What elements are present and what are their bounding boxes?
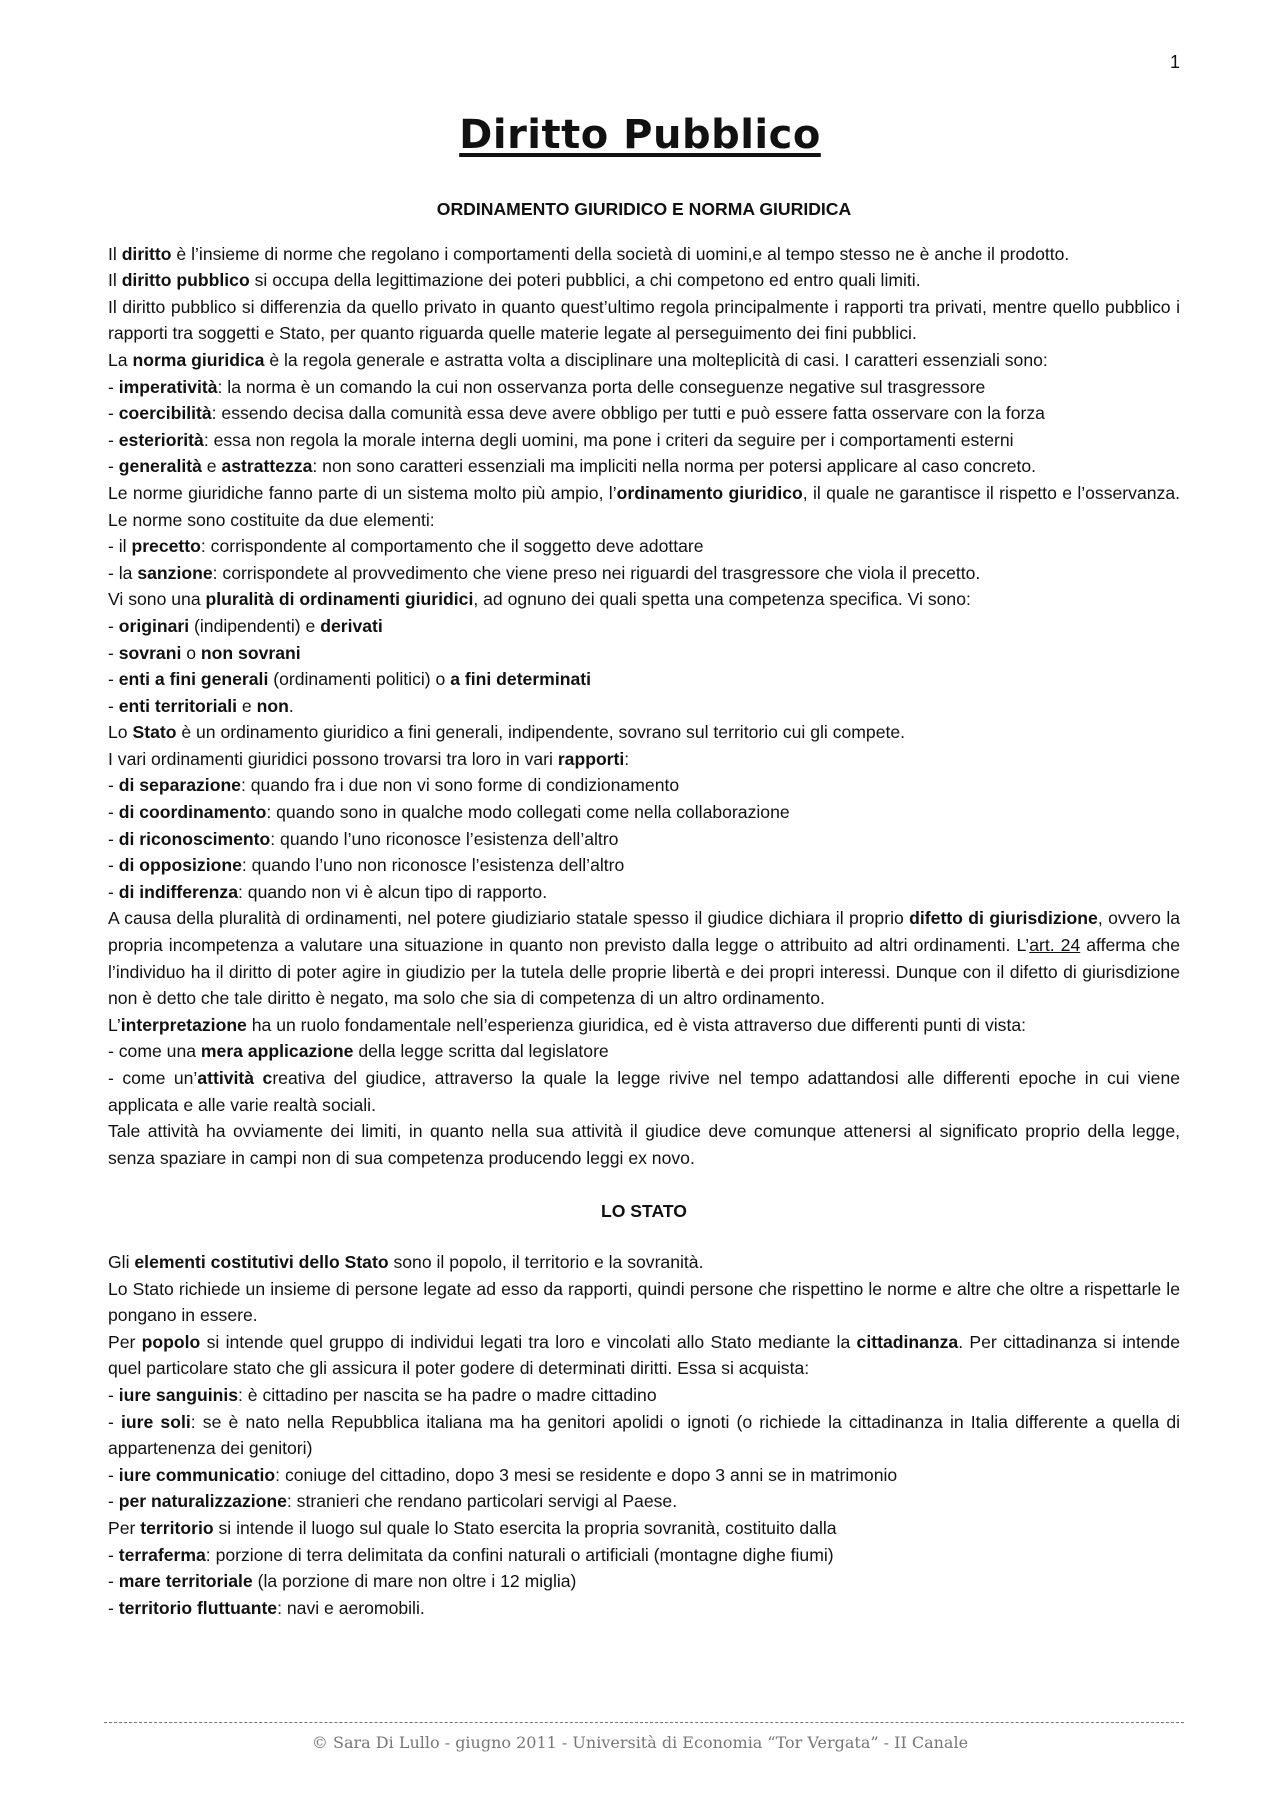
text-run: : essa non regola la morale interna degli uomini, ma pone i criteri da seguire per i comportamenti esterni (203, 429, 1014, 450)
text-run: - la (108, 562, 138, 583)
text-run: è l’insieme di norme che regolano i comportamenti della società di uomini,e al tempo stesso ne è anche il prodotto. (171, 243, 1070, 264)
bold-term: diritto pubblico (121, 270, 250, 291)
text-run: - (108, 376, 119, 397)
document-title: Diritto Pubblico (459, 112, 821, 158)
bold-term: enti a fini generali (118, 669, 269, 690)
paragraph (108, 1488, 1180, 1515)
text-run: della legge scritta dal legislatore (353, 1041, 609, 1062)
text-run: (la porzione di mare non oltre i 12 miglia) (252, 1571, 577, 1592)
text-run: : navi e aeromobili. (277, 1597, 425, 1618)
bold-term: mera applicazione (200, 1041, 354, 1062)
bold-term: cittadinanza (856, 1331, 959, 1352)
paragraph (108, 613, 1180, 640)
paragraph (108, 427, 1180, 454)
text-run: - (108, 403, 119, 424)
bold-term: di opposizione (118, 855, 242, 876)
text-run: : non sono caratteri essenziali ma impliciti nella norma per potersi applicare al caso concreto. (312, 456, 1037, 477)
paragraph (108, 1038, 1180, 1065)
section-heading-stato: LO STATO (600, 1201, 687, 1222)
text-run: e (237, 695, 257, 716)
bold-term: precetto (131, 536, 201, 557)
bold-term: diritto (121, 243, 172, 264)
text-run: Il (108, 243, 122, 264)
paragraph (108, 267, 1180, 294)
text-run: - (108, 695, 119, 716)
text-run: , ovvero la propria incompetenza a valutare una situazione in quanto non previsto dalla legge o attribuito ad altri ordinamenti. L’ (108, 908, 1181, 956)
text-run: : stranieri che rendano particolari servigi al Paese. (286, 1491, 678, 1512)
paragraph (108, 666, 1180, 693)
paragraph (108, 1595, 1180, 1622)
text-run: - (108, 802, 119, 823)
text-run: : (624, 748, 630, 769)
text-run: : quando non vi è alcun tipo di rapporto. (238, 881, 548, 902)
page-footer: © Sara Di Lullo - giugno 2011 - Università di Economia “Tor Vergata” - II Canale (311, 1733, 969, 1752)
paragraph (108, 746, 1180, 773)
bold-term: norma giuridica (132, 349, 265, 370)
paragraph (108, 905, 1180, 1011)
bold-term: a fini determinati (450, 669, 591, 690)
paragraph (108, 453, 1180, 480)
bold-term: non sovrani (200, 642, 301, 663)
bold-term: iure soli (121, 1411, 191, 1432)
text-run: - (108, 1571, 119, 1592)
text-run: è un ordinamento giuridico a fini generali, indipendente, sovrano sul territorio cui gli compete. (176, 722, 906, 743)
text-run: Vi sono una (108, 589, 206, 610)
bold-term: terraferma (118, 1544, 206, 1565)
document-body (108, 196, 1180, 1621)
text-run: : se è nato nella Repubblica italiana ma ha genitori apolidi o ignoti (o richiede la cittadinanza in Italia differente a quella di appartenenza dei genitori) (108, 1411, 1181, 1459)
text-run: reativa del giudice, attraverso la quale la legge rivive nel tempo adattandosi alle differenti epoche in cui viene applicata e alle varie realtà sociali. (108, 1068, 1181, 1115)
text-run: o (181, 642, 201, 663)
text-run: - (108, 615, 119, 636)
text-run: Gli (108, 1251, 135, 1272)
bold-term: interpretazione (120, 1014, 247, 1035)
bold-term: iure communicatio (118, 1464, 276, 1485)
text-run: - (108, 642, 119, 663)
text-run: si occupa della legittimazione dei poteri pubblici, a chi competono ed entro quali limiti. (249, 270, 921, 291)
bold-term: originari (118, 615, 190, 636)
bold-term: esteriorità (118, 429, 204, 450)
text-run: : coniuge del cittadino, dopo 3 mesi se residente e dopo 3 anni se in matrimonio (275, 1464, 898, 1485)
text-run: Per (108, 1331, 142, 1352)
text-run: - (108, 1597, 119, 1618)
text-run: ha un ruolo fondamentale nell’esperienza giuridica, ed è vista attraverso due differenti punti di vista: (246, 1014, 1027, 1035)
text-run: - (108, 1464, 119, 1485)
text-run: Per (108, 1517, 141, 1538)
bold-term: di indifferenza (118, 881, 239, 902)
bold-term: imperatività (118, 376, 218, 397)
paragraph (108, 1249, 1180, 1276)
footer-divider (104, 1722, 1184, 1723)
paragraph (108, 347, 1180, 374)
text-run: - (108, 1384, 119, 1405)
text-run: : quando sono in qualche modo collegati come nella collaborazione (266, 802, 790, 823)
paragraph (108, 1568, 1180, 1595)
text-run: Le norme giuridiche fanno parte di un sistema molto più ampio, l’ (108, 482, 617, 503)
bold-term: difetto di giurisdizione (909, 908, 1098, 929)
text-run: - (108, 881, 119, 902)
text-run: - (108, 855, 119, 876)
text-run: - (108, 429, 119, 450)
bold-term: popolo (141, 1331, 201, 1352)
paragraph (108, 480, 1180, 533)
text-run: Il diritto pubblico si differenzia da quello privato in quanto quest’ultimo regola principalmente i rapporti tra privati, mentre quello pubblico i rapporti tra soggetti e Stato, per quanto riguarda quelle materie legate al perseguimento dei fini pubblici. (108, 296, 1180, 344)
bold-term: territorio fluttuante (118, 1597, 278, 1618)
paragraph (108, 852, 1180, 879)
paragraph (108, 693, 1180, 720)
text-run: Lo Stato richiede un insieme di persone legate ad esso da rapporti, quindi persone che rispettino le norme e altre che oltre a rispettarle le pongano in essere. (108, 1278, 1180, 1326)
bold-term: sanzione (137, 562, 213, 583)
text-run: - (108, 775, 119, 796)
bold-term: mare territoriale (118, 1571, 253, 1592)
text-run: . Per cittadinanza si intende quel particolare stato che gli assicura il poter godere di determinati diritti. Essa si acquista: (108, 1331, 1180, 1379)
text-run: : porzione di terra delimitata da confini naturali o artificiali (montagne dighe fiumi) (205, 1544, 834, 1565)
text-run: , ad ognuno dei quali spetta una competenza specifica. Vi sono: (473, 589, 971, 610)
paragraph (108, 1542, 1180, 1569)
text-run: - (108, 456, 119, 477)
bold-term: pluralità di ordinamenti giuridici (205, 589, 474, 610)
paragraph (108, 560, 1180, 587)
text-run: è la regola generale e astratta volta a disciplinare una molteplicità di casi. I caratteri essenziali sono: (264, 349, 1048, 370)
article-reference: art. 24 (1029, 935, 1081, 956)
paragraph (108, 1329, 1180, 1382)
text-run: : essendo decisa dalla comunità essa deve avere obbligo per tutti e può essere fatta osservare con la forza (211, 403, 1045, 424)
paragraph (108, 719, 1180, 746)
bold-term: Stato (132, 722, 177, 743)
text-run: I vari ordinamenti giuridici possono trovarsi tra loro in vari (108, 748, 558, 769)
paragraph (108, 1118, 1180, 1171)
paragraph (108, 1012, 1180, 1039)
paragraph (108, 586, 1180, 613)
bold-term: non (256, 695, 289, 716)
paragraph (108, 1409, 1180, 1462)
bold-term: astrattezza (221, 456, 313, 477)
text-run: afferma che l’individuo ha il diritto di poter agire in giudizio per la tutela delle proprie libertà e dei propri interessi. Dunque con il difetto di giurisdizione non è detto che tale diritto è negato, ma solo che sia di competenza di un altro ordinamento. (108, 935, 1180, 1009)
paragraph (108, 374, 1180, 401)
section-ordinamento-text (108, 241, 1180, 1172)
text-run: A causa della pluralità di ordinamenti, nel potere giudiziario statale spesso il giudice dichiara il proprio (108, 908, 910, 929)
bold-term: coercibilità (118, 403, 212, 424)
text-run: La (108, 349, 133, 370)
text-run: - (108, 1491, 119, 1512)
bold-term: generalità (118, 456, 202, 477)
text-run: : è cittadino per nascita se ha padre o madre cittadino (238, 1384, 657, 1405)
paragraph (108, 879, 1180, 906)
bold-term: ordinamento giuridico (616, 482, 803, 503)
bold-term: enti territoriali (118, 695, 238, 716)
bold-term: rapporti (557, 748, 625, 769)
bold-term: derivati (320, 615, 383, 636)
paragraph (108, 1276, 1180, 1329)
text-run: : quando fra i due non vi sono forme di condizionamento (240, 775, 680, 796)
paragraph (108, 826, 1180, 853)
paragraph (108, 294, 1180, 347)
text-run: Lo (108, 722, 133, 743)
bold-term: per naturalizzazione (118, 1491, 287, 1512)
text-run: si intende quel gruppo di individui legati tra loro e vincolati allo Stato mediante la (200, 1331, 857, 1352)
text-run: : la norma è un comando la cui non osservanza porta delle conseguenze negative sul trasgressore (217, 376, 986, 397)
section-heading-ordinamento: ORDINAMENTO GIURIDICO E NORMA GIURIDICA (436, 199, 852, 219)
bold-term: elementi costitutivi dello Stato (134, 1251, 389, 1272)
paragraph (108, 799, 1180, 826)
paragraph (108, 1462, 1180, 1489)
bold-term: sovrani (118, 642, 182, 663)
text-run: (indipendenti) e (189, 615, 321, 636)
section-stato-text (108, 1249, 1180, 1621)
bold-term: attività c (197, 1068, 273, 1088)
text-run: L’ (108, 1014, 121, 1035)
bold-term: di separazione (118, 775, 241, 796)
text-run: - il (108, 536, 132, 557)
paragraph (108, 772, 1180, 799)
text-run: Tale attività ha ovviamente dei limiti, in quanto nella sua attività il giudice deve comunque attenersi al significato proprio della legge, senza spaziare in campi non di sua competenza producendo leggi ex novo. (108, 1121, 1180, 1168)
page-number: 1 (1169, 52, 1180, 72)
paragraph (108, 1065, 1180, 1118)
text-run: - (108, 828, 119, 849)
text-run: Il (108, 270, 122, 291)
paragraph (108, 533, 1180, 560)
text-run: sono il popolo, il territorio e la sovranità. (388, 1251, 704, 1272)
text-run: - come una (108, 1041, 201, 1062)
bold-term: territorio (140, 1517, 214, 1538)
text-run: - come un’ (108, 1068, 198, 1088)
paragraph (108, 400, 1180, 427)
bold-term: di riconoscimento (118, 828, 271, 849)
text-run: - (108, 1411, 122, 1432)
text-run: : corrispondente al comportamento che il soggetto deve adottare (200, 536, 704, 557)
bold-term: di coordinamento (118, 802, 267, 823)
text-run: : corrispondete al provvedimento che viene preso nei riguardi del trasgressore che viola il precetto. (212, 562, 981, 583)
paragraph (108, 1382, 1180, 1409)
bold-term: iure sanguinis (118, 1384, 239, 1405)
paragraph (108, 241, 1180, 268)
text-run: - (108, 669, 119, 690)
paragraph (108, 640, 1180, 667)
text-run: : quando l’uno non riconosce l’esistenza dell’altro (241, 855, 625, 876)
text-run: e (201, 456, 222, 477)
text-run: - (108, 1544, 119, 1565)
text-run: (ordinamenti politici) o (268, 669, 451, 690)
text-run: , il quale ne garantisce il rispetto e l’osservanza. Le norme sono costituite da due elementi: (108, 482, 1180, 530)
text-run: si intende il luogo sul quale lo Stato esercita la propria sovranità, costituito dalla (213, 1517, 837, 1538)
text-run: : quando l’uno riconosce l’esistenza dell’altro (270, 828, 619, 849)
paragraph (108, 1515, 1180, 1542)
text-run: . (288, 695, 294, 716)
